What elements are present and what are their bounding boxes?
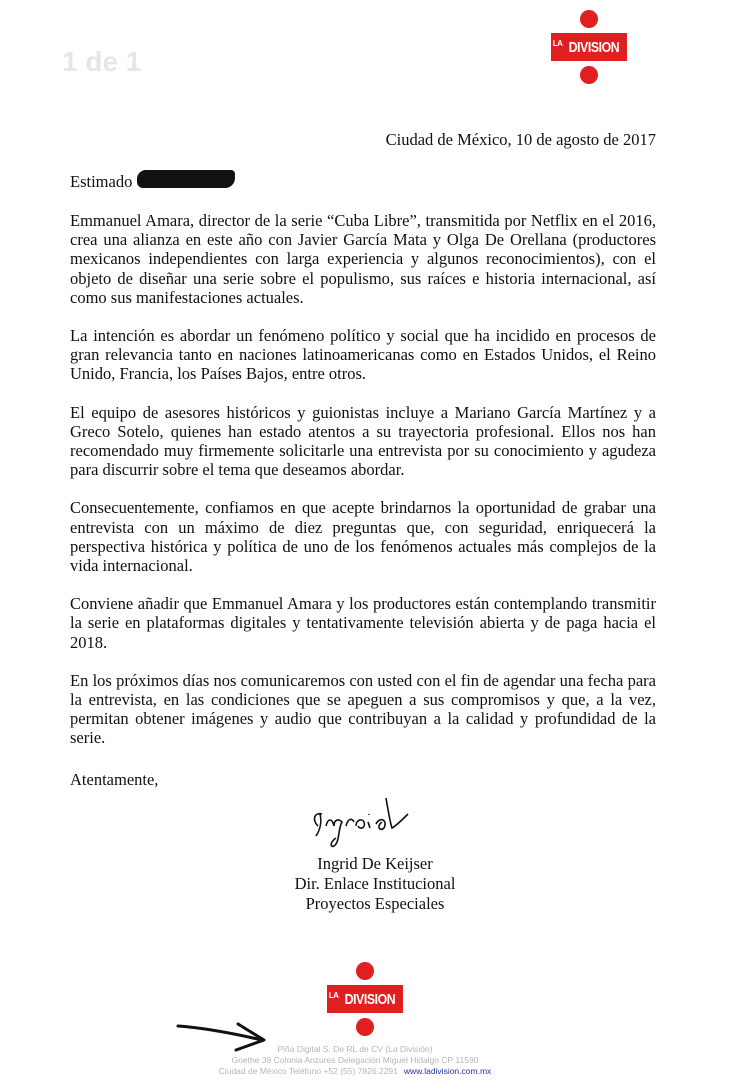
header-logo [551, 10, 627, 86]
signer-department: Proyectos Especiales [305, 894, 445, 913]
body-paragraph: Conviene añadir que Emmanuel Amara y los productores están contemplando transmitir la serie en plataformas digitales y tentativamente televisión abierta y de paga hacia el 2018. [70, 594, 656, 652]
signer-name: Ingrid De Keijser [317, 854, 433, 873]
body-paragraph: Emmanuel Amara, director de la serie “Cuba Libre”, transmitida por Netflix en el 2016, crea una alianza en este año con Javier García Mata y Olga De Orellana (productores mexicanos independientes con larga experiencia y algunos reconocimientos), con el objeto de diseñar una serie sobre el populismo, sus raíces e historia internacional, así como sus manifestaciones actuales. [70, 211, 656, 307]
logo-bottom-dot [580, 66, 598, 84]
logo-bottom-dot [356, 1018, 374, 1036]
footer-website-link[interactable]: www.ladivision.com.mx [403, 1066, 492, 1076]
logo-wordmark-big: DIVISION [568, 38, 620, 56]
footer-street: Goethe 39 Colonia Anzures Delegación Miguel Hidalgo CP 11590 [231, 1055, 479, 1065]
handwritten-signature [310, 792, 420, 855]
logo-top-dot [580, 10, 598, 28]
signer-block [260, 854, 490, 914]
footer-logo [327, 962, 403, 1038]
date-line: Ciudad de México, 10 de agosto de 2017 [385, 130, 656, 149]
body-paragraph: El equipo de asesores históricos y guionistas incluye a Mariano García Martínez y a Greco Sotelo, quienes han estado atentos a su trayectoria profesional. Ellos nos han recomendado muy firmemente solicitarle una entrevista por su conocimiento y agudeza para discurrir sobre el tema que deseamos abordar. [70, 402, 656, 480]
body-paragraph: Consecuentemente, confiamos en que acepte brindarnos la oportunidad de grabar una entrevista con un máximo de diez preguntas que, con seguridad, enriquecerá la perspectiva histórica y política de uno de los fenómenos actuales más complejos de la vida internacional. [70, 498, 656, 576]
footer-company: Piña Digital S. De RL de CV (La División) [277, 1044, 433, 1054]
closing: Atentamente, [70, 770, 159, 789]
body-paragraph: En los próximos días nos comunicaremos con usted con el fin de agendar una fecha para la entrevista, en las condiciones que se apeguen a sus compromisos y que, a la vez, permitan obtener imágenes y audio que contribuyan a la calidad y profundidad de la serie. [70, 670, 656, 748]
logo-wordmark [327, 985, 403, 1013]
footer-phone: Ciudad de México Teléfono +52 (55) 7826.2291 [218, 1066, 398, 1076]
logo-wordmark-small: LA [328, 990, 339, 1000]
greeting: Estimado [70, 172, 133, 191]
logo-wordmark-small: LA [552, 38, 563, 48]
footer-contact-line [160, 1066, 550, 1077]
footer-address [160, 1044, 550, 1077]
letter-body [70, 211, 656, 767]
body-paragraph: La intención es abordar un fenómeno político y social que ha incidido en procesos de gran relevancia tanto en naciones latinoamericanas como en Estados Unidos, el Reino Unido, Francia, los Países Bajos, entre otros. [70, 326, 656, 384]
page-counter: 1 de 1 [62, 46, 142, 77]
signer-title: Dir. Enlace Institucional [294, 874, 456, 893]
redacted-name [137, 170, 235, 188]
logo-wordmark-big: DIVISION [344, 990, 396, 1008]
logo-wordmark [551, 33, 627, 61]
logo-top-dot [356, 962, 374, 980]
